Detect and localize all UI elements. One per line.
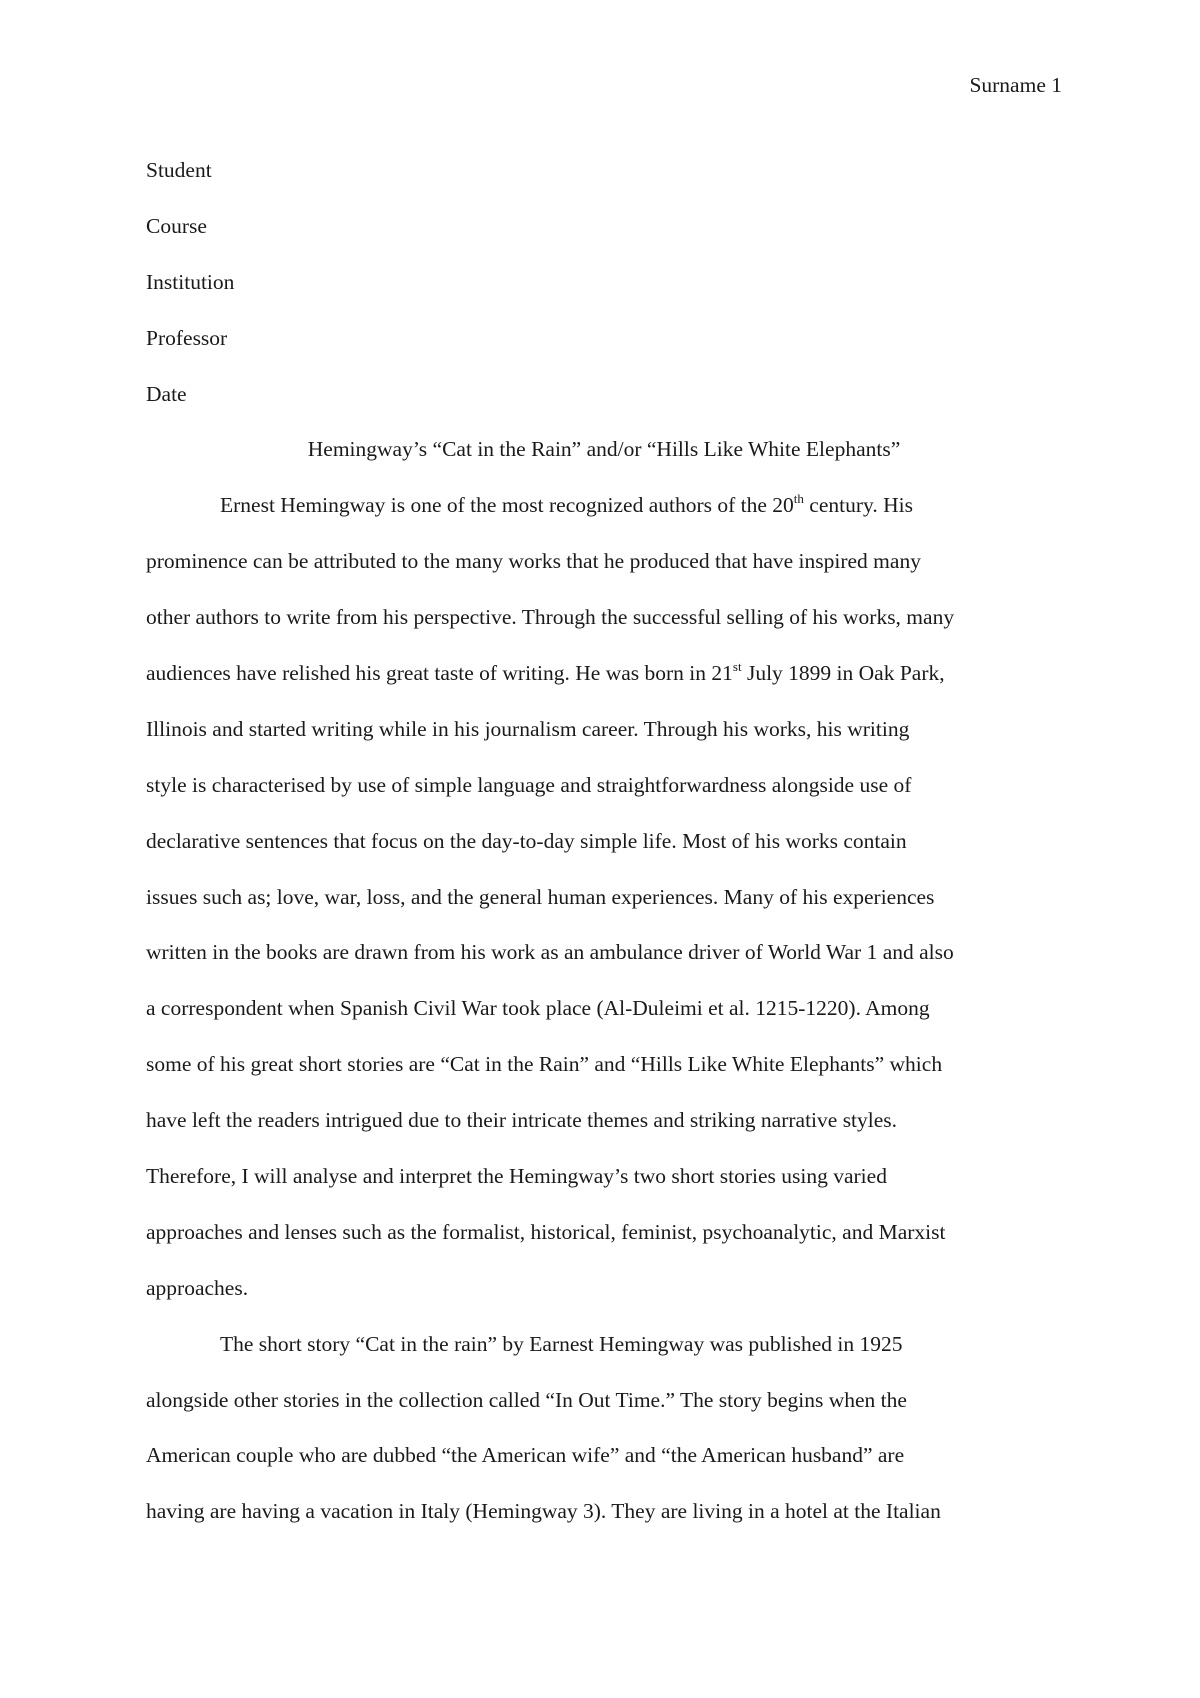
text-run: Ernest Hemingway is one of the most recognized authors of the 20 bbox=[220, 493, 794, 518]
paragraph-1 bbox=[146, 478, 1062, 1316]
superscript: st bbox=[732, 658, 742, 674]
paragraph-line: style is characterised by use of simple language and straightforwardness alongside use of bbox=[146, 772, 912, 797]
paragraph-line: approaches. bbox=[146, 1275, 249, 1300]
paragraph-line: have left the readers intrigued due to their intricate themes and striking narrative styles. bbox=[146, 1108, 898, 1133]
superscript: th bbox=[793, 491, 804, 507]
paragraph-line: having are having a vacation in Italy (Hemingway 3). They are living in a hotel at the Italian bbox=[146, 1499, 941, 1524]
paragraph-line: The short story “Cat in the rain” by Earnest Hemingway was published in 1925 bbox=[220, 1331, 903, 1356]
paragraph-line: declarative sentences that focus on the day-to-day simple life. Most of his works contain bbox=[146, 828, 907, 853]
heading-student: Student bbox=[146, 158, 212, 182]
text-run: century. His bbox=[803, 493, 913, 518]
paragraph-line: issues such as; love, war, loss, and the general human experiences. Many of his experiences bbox=[146, 884, 935, 909]
text-run: audiences have relished his great taste of writing. He was born in 21 bbox=[146, 661, 733, 686]
paragraph-line bbox=[146, 646, 1062, 702]
paragraph-line: alongside other stories in the collection called “In Out Time.” The story begins when the bbox=[146, 1387, 907, 1412]
paragraph-line: prominence can be attributed to the many works that he produced that have inspired many bbox=[146, 549, 921, 574]
paragraph-line: some of his great short stories are “Cat in the Rain” and “Hills Like White Elephants” which bbox=[146, 1052, 943, 1077]
heading-course: Course bbox=[146, 213, 207, 238]
paragraph-line: American couple who are dubbed “the American wife” and “the American husband” are bbox=[146, 1443, 905, 1468]
paragraph-line: approaches and lenses such as the formalist, historical, feminist, psychoanalytic, and Marxist bbox=[146, 1219, 946, 1244]
heading-institution: Institution bbox=[146, 269, 235, 294]
paragraph-line: written in the books are drawn from his work as an ambulance driver of World War 1 and also bbox=[146, 940, 954, 965]
paragraph-line: a correspondent when Spanish Civil War took place (Al-Duleimi et al. 1215-1220). Among bbox=[146, 996, 930, 1021]
paragraph-line: Therefore, I will analyse and interpret the Hemingway’s two short stories using varied bbox=[146, 1164, 887, 1189]
document-body bbox=[146, 143, 1062, 1540]
paragraph-line: Illinois and started writing while in his journalism career. Through his works, his writing bbox=[146, 716, 910, 741]
running-head: Surname 1 bbox=[969, 73, 1062, 97]
paragraph-line bbox=[146, 478, 1062, 534]
heading-professor: Professor bbox=[146, 325, 228, 350]
paragraph-2 bbox=[146, 1317, 1062, 1541]
text-run: July 1899 in Oak Park, bbox=[741, 661, 945, 686]
paragraph-line: other authors to write from his perspective. Through the successful selling of his works, many bbox=[146, 605, 955, 630]
essay-title: Hemingway’s “Cat in the Rain” and/or “Hills Like White Elephants” bbox=[307, 437, 901, 462]
heading-date: Date bbox=[146, 381, 187, 406]
